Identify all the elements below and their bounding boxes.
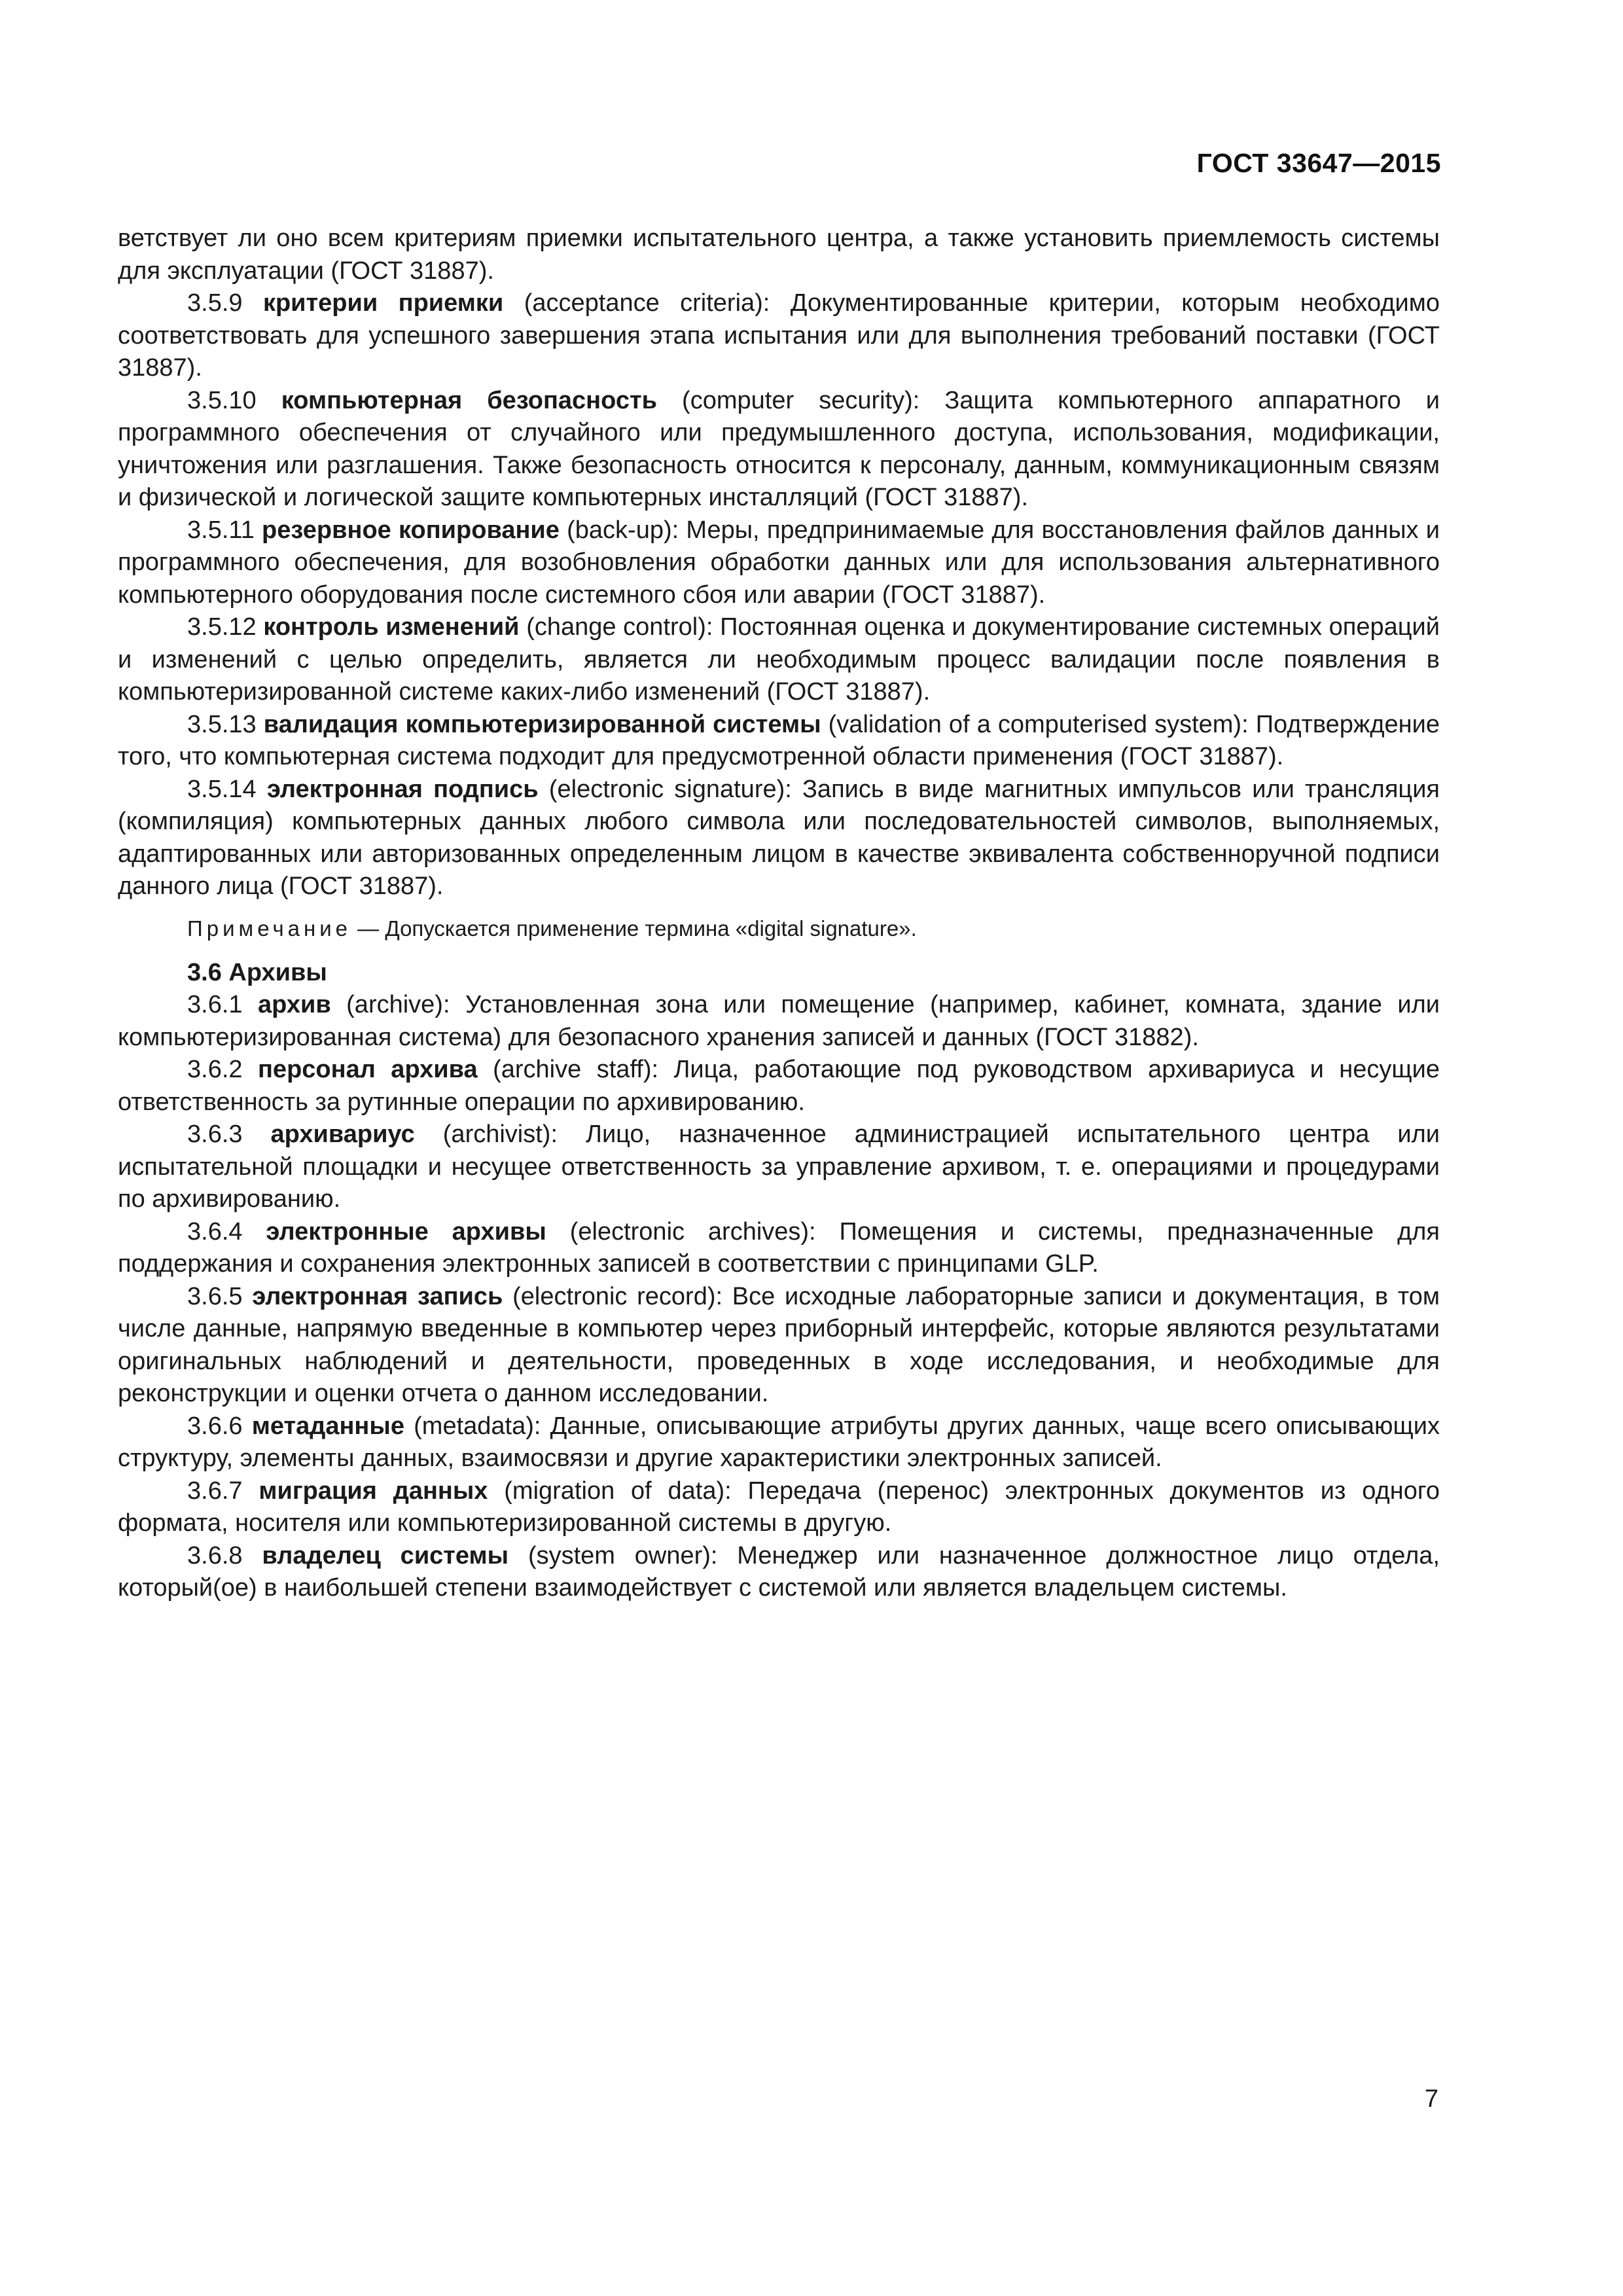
term-entry-3-5-9	[118, 287, 1440, 385]
term-definition: (metadata): Данные, описывающие атрибуты других данных, чаще всего описывающих структуру, элементы данных, взаимосвязи и другие характеристики электронных записей.	[118, 1412, 1440, 1472]
term-name: контроль изменений	[263, 613, 520, 641]
term-number: 3.6.1	[187, 991, 258, 1018]
term-definition: (back-up): Меры, предпринимаемые для восстановления файлов данных и программного обеспечения, для возобновления обработки данных или для использования альтернативного компьютерного оборудования после системного сбоя или аварии (ГОСТ 31887).	[118, 516, 1440, 609]
term-entry-3-6-3	[118, 1119, 1440, 1216]
document-body	[118, 223, 1440, 1605]
term-number: 3.5.10	[187, 386, 281, 414]
term-entry-3-6-7	[118, 1475, 1440, 1540]
term-name: электронная подпись	[266, 775, 539, 803]
section-title: 3.6 Архивы	[187, 958, 327, 986]
term-definition: (acceptance criteria): Документированные критерии, которым необходимо соответствовать для успешного завершения этапа испытания или для выполнения требований поставки (ГОСТ 31887).	[118, 289, 1440, 382]
term-number: 3.5.13	[187, 710, 264, 738]
term-entry-3-5-12	[118, 611, 1440, 709]
term-definition: (validation of a computerised system): Подтверждение того, что компьютерная система подходит для предусмотренной области применения (ГОСТ 31887).	[118, 710, 1440, 770]
term-definition: (migration of data): Передача (перенос) электронных документов из одного формата, носителя или компьютеризированной системы в другую.	[118, 1477, 1440, 1537]
term-name: электронная запись	[252, 1282, 503, 1310]
document-id-header: ГОСТ 33647—2015	[1196, 148, 1441, 178]
term-entry-3-5-10	[118, 385, 1440, 514]
term-name: архивариус	[270, 1121, 415, 1148]
term-number: 3.6.4	[187, 1217, 266, 1246]
term-definition: (system owner): Менеджер или назначенное должностное лицо отдела, который(ое) в наибольшей степени взаимодействует с системой или является владельцем системы.	[118, 1541, 1440, 1602]
term-entry-3-6-1	[118, 989, 1440, 1054]
term-name: критерии приемки	[262, 289, 504, 317]
note-label: Примечание	[187, 916, 352, 941]
term-definition: (electronic signature): Запись в виде магнитных импульсов или трансляция (компиляция) компьютерных данных любого символа или последовательностей символов, выполняемых, адаптированных или авторизованных определенным лицом в качестве эквивалента собственноручной подписи данного лица (ГОСТ 31887).	[118, 775, 1440, 900]
term-definition: (electronic archives): Помещения и системы, предназначенные для поддержания и сохранения электронных записей в соответствии с принципами GLP.	[118, 1217, 1440, 1278]
term-entry-3-6-6	[118, 1410, 1440, 1475]
term-entry-3-6-5	[118, 1281, 1440, 1410]
term-name: валидация компьютеризированной системы	[263, 710, 821, 738]
note	[118, 914, 1440, 944]
term-number: 3.6.2	[187, 1056, 258, 1083]
term-number: 3.5.11	[187, 516, 262, 544]
term-name: персонал архива	[257, 1056, 478, 1083]
term-entry-3-6-8	[118, 1540, 1440, 1605]
term-number: 3.6.7	[187, 1477, 259, 1505]
term-name: компьютерная безопасность	[281, 386, 657, 414]
term-entry-3-6-4	[118, 1216, 1440, 1281]
term-name: электронные архивы	[266, 1217, 546, 1246]
term-entry-3-6-2	[118, 1054, 1440, 1119]
paragraph-continuation	[118, 223, 1440, 287]
term-definition: (archive staff): Лица, работающие под руководством архивариуса и несущие ответственность за рутинные операции по архивированию.	[118, 1056, 1440, 1116]
term-name: резервное копирование	[262, 516, 560, 544]
term-definition: (change control): Постоянная оценка и документирование системных операций и изменений с целью определить, является ли необходимым процесс валидации после появления в компьютеризированной системе каких-либо изменений (ГОСТ 31887).	[118, 613, 1440, 706]
term-number: 3.5.12	[187, 613, 264, 641]
term-name: архив	[257, 991, 331, 1018]
term-definition: (electronic record): Все исходные лабораторные записи и документация, в том числе данные, напрямую введенные в компьютер через приборный интерфейс, которые являются результатами оригинальных наблюдений и деятельности, проведенных в ходе исследования, и необходимые для реконструкции и оценки отчета о данном исследовании.	[118, 1282, 1440, 1407]
paragraph-text: ветствует ли оно всем критериям приемки испытательного центра, а также установить приемлемость системы для эксплуатации (ГОСТ 31887).	[118, 224, 1440, 285]
term-definition: (computer security): Защита компьютерного аппаратного и программного обеспечения от случайного или предумышленного доступа, использования, модификации, уничтожения или разглашения. Также безопасность относится к персоналу, данным, коммуникационным связям и физической и логической защите компьютерных инсталляций (ГОСТ 31887).	[118, 386, 1440, 511]
term-entry-3-5-13	[118, 709, 1440, 774]
note-text: — Допускается применение термина «digital signature».	[351, 916, 917, 941]
term-number: 3.5.9	[187, 289, 263, 317]
term-name: владелец системы	[262, 1541, 509, 1570]
term-definition: (archivist): Лицо, назначенное администрацией испытательного центра или испытательной площадки и несущее ответственность за управление архивом, т. е. операциями и процедурами по архивированию.	[118, 1121, 1440, 1213]
term-definition: (archive): Установленная зона или помещение (например, кабинет, комната, здание или компьютеризированная система) для безопасного хранения записей и данных (ГОСТ 31882).	[118, 991, 1440, 1051]
term-entry-3-5-11	[118, 514, 1440, 612]
term-name: метаданные	[251, 1412, 404, 1440]
term-number: 3.6.5	[187, 1282, 253, 1310]
page-number: 7	[1424, 2085, 1438, 2113]
term-name: миграция данных	[259, 1477, 488, 1505]
term-number: 3.5.14	[187, 775, 267, 803]
term-entry-3-5-14	[118, 774, 1440, 903]
term-number: 3.6.3	[187, 1121, 271, 1148]
term-number: 3.6.6	[187, 1412, 252, 1440]
term-number: 3.6.8	[187, 1541, 262, 1570]
